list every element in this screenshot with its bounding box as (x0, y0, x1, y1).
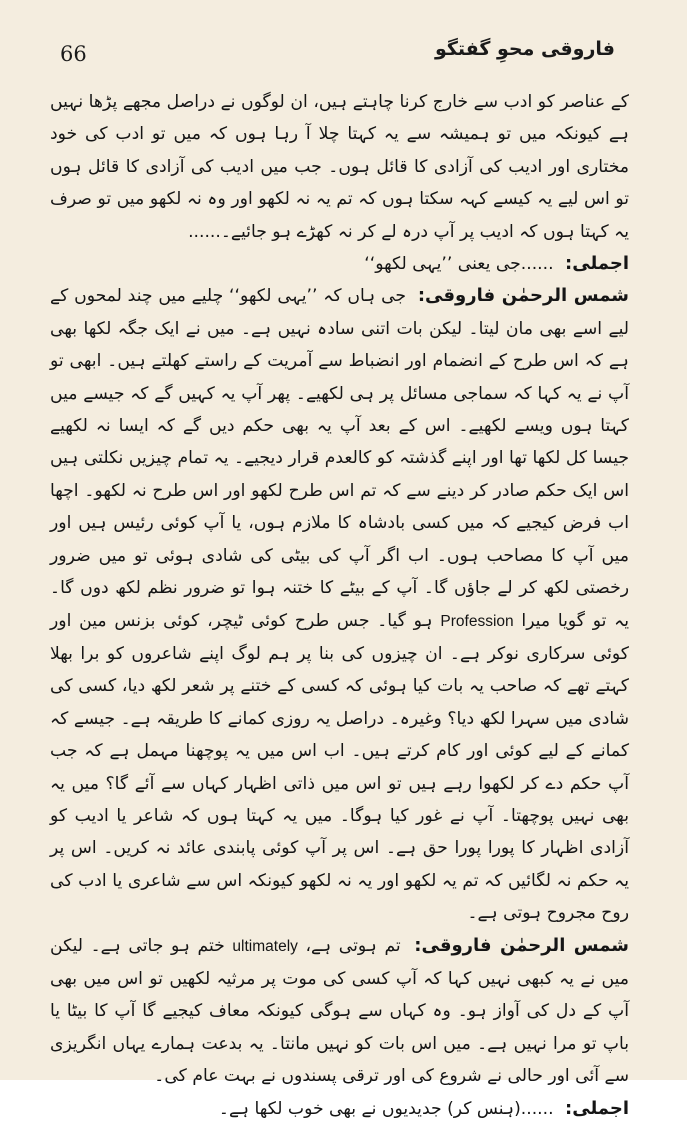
page-number: 66 (60, 42, 87, 66)
speaker-label: شمس الرحمٰن فاروقی: (414, 934, 629, 956)
paragraph (50, 248, 629, 280)
paragraph (50, 280, 629, 929)
running-head: فاروقی محوِ گفتگو (434, 38, 615, 60)
paragraph-text: کے عناصر کو ادب سے خارج کرنا چاہتے ہیں، ان لوگوں نے دراصل مجھے پڑھا نہیں ہے کیونکہ میں تو ہمیشہ سے یہ کہتا چلا آ رہا ہوں کہ میں تو ادب کی خود مختاری اور ادیب کی آزادی کا قائل ہوں۔ جب میں ادیب کی آزادی کا قائل ہوں تو اس لیے یہ کیسے کہہ سکتا ہوں کہ تم یہ نہ لکھو اور وہ نہ لکھو میں تو صرف یہ کہتا ہوں کہ ادیب پر آپ درہ لے کر نہ کھڑے ہو جائیے۔...... (50, 92, 629, 242)
paragraph-text: تم ہوتی ہے، (305, 935, 401, 956)
body-text (50, 86, 629, 1125)
latin-word: Profession (440, 612, 514, 630)
paragraph (50, 1093, 629, 1125)
paragraph-text-continued: ہو گیا۔ جس طرح کوئی ٹیچر، کوئی بزنس مین اور کوئی سرکاری نوکر ہے۔ ان چیزوں کی بنا پر ہم لوگ اپنے شاعروں کو برا بھلا کہتے تھے کہ صاحب یہ بات کیا ہوئی کہ کسی کے ختنے پر شعر لکھ دیا، کسی کی شادی میں سہرا لکھ دیا؟ وغیرہ۔ دراصل یہ روزی کمانے کا طریقہ ہے۔ جیسے کہ کمانے کے لیے کوئی اور کام کرتے ہیں۔ اب اس میں یہ پوچھنا مہمل ہے کہ جب آپ حکم دے کر لکھوا رہے ہیں تو اس میں ذاتی اظہار کہاں سے آئے گا؟ میں یہ بھی نہیں پوچھتا۔ آپ نے غور کیا ہوگا۔ میں یہ کہتا ہوں کہ شاعر یا ادیب کو آزادی اظہار کا پورا پورا حق ہے۔ اس پر آپ کوئی پابندی عائد نہ کریں۔ اس پر یہ حکم نہ لگائیں کہ تم یہ لکھو اور یہ نہ لکھو کیونکہ اس سے شاعری یا ادب کی روح مجروح ہوتی ہے۔ (50, 610, 629, 924)
paragraph (50, 930, 629, 1093)
latin-word: ultimately (232, 937, 298, 955)
paragraph-text: ......(ہنس کر) جدیدیوں نے بھی خوب لکھا ہے۔ (218, 1098, 554, 1119)
speaker-label: اجملی: (565, 253, 629, 275)
paragraph-text: ......جی یعنی ’’یہی لکھو‘‘ (364, 254, 554, 275)
speaker-label: اجملی: (565, 1097, 629, 1119)
paragraph-text: جی ہاں کہ ’’یہی لکھو‘‘ چلیے میں چند لمحوں کے لیے اسے بھی مان لیتا۔ لیکن بات اتنی سادہ نہیں ہے۔ میں نے ایک جگہ لکھا بھی ہے کہ اس طرح کے انضمام اور انضباط سے آمریت کے راستے کھلتے ہیں۔ ابھی تو آپ نے یہ کہا کہ سماجی مسائل پر ہی لکھیے۔ پھر آپ یہ کہیں گے کہ جیسے میں کہتا ہوں ویسے لکھیے۔ اس کے بعد آپ یہ بھی حکم دیں گے کہ ایسا نہ لکھیے جیسا کل لکھا تھا اور اپنے گذشتہ کو کالعدم قرار دیجیے۔ یہ تمام چیزیں نکلتی ہیں اس ایک حکم صادر کر دینے سے کہ تم اس طرح لکھو اور اس طرح نہ لکھو۔ اچھا اب فرض کیجیے کہ میں کسی بادشاہ کا ملازم ہوں، یا آپ کوئی رئیس ہیں اور میں آپ کا مصاحب ہوں۔ اب اگر آپ کی بیٹی کی شادی ہوئی تو میں ضرور رخصتی لکھ کر لے جاؤں گا۔ آپ کے بیٹے کا ختنہ ہوا تو ضرور نظم لکھ دوں گا۔ یہ تو گویا میرا (50, 286, 629, 631)
speaker-label: شمس الرحمٰن فاروقی: (417, 285, 629, 307)
paragraph-text-continued: ختم ہو جاتی ہے۔ لیکن میں نے یہ کبھی نہیں کہا کہ آپ کسی کی موت پر مرثیہ لکھیں تو اس میں بھی آپ کے دل کی آواز ہو۔ وہ کہاں سے ہوگی کیونکہ معاف کیجیے گا آپ کا بیٹا یا باپ تو مرا نہیں ہے۔ میں اس بات کو نہیں مانتا۔ یہ بدعت ہمارے یہاں انگریزی سے آئی اور حالی نے شروع کی اور ترقی پسندوں نے بہت عام کی۔ (50, 935, 629, 1087)
paragraph (50, 86, 629, 248)
page-header (56, 34, 615, 76)
